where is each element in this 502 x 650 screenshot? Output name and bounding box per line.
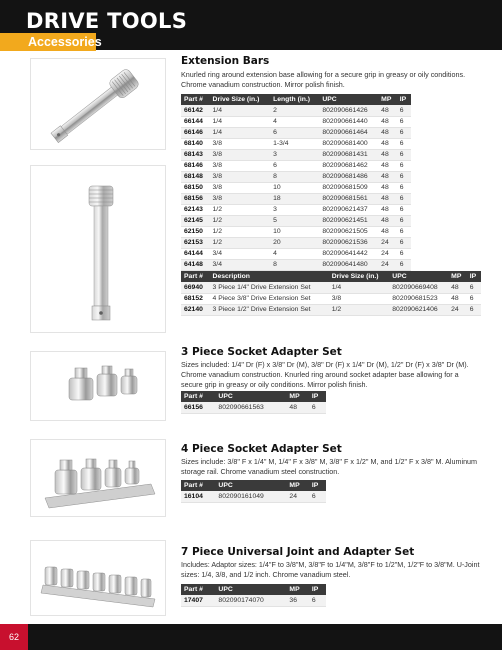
table-cell: 24 [378,248,397,259]
table-cell: 3/8 [210,138,271,149]
table-row [181,595,326,606]
universal-joint-7pc-photo [30,540,166,616]
table-cell: 48 [378,171,397,182]
column-header: Part # [181,584,215,595]
table-cell: 48 [378,204,397,215]
table-cell: 64148 [181,259,210,270]
column-header: Part # [181,480,215,491]
table-cell: 24 [378,259,397,270]
table-cell: 6 [397,116,411,127]
table-cell: 4 [270,116,319,127]
table-cell: 64144 [181,248,210,259]
table-cell: 3/8 [210,193,271,204]
table-header-row [181,94,411,105]
table-cell: 10 [270,226,319,237]
universal-7pc-title: 7 Piece Universal Joint and Adapter Set [181,546,415,558]
table-cell: 802090621505 [319,226,378,237]
table-cell: 48 [378,149,397,160]
universal-7pc-table [181,584,326,607]
table-row [181,282,481,293]
table-cell: 802090621451 [319,215,378,226]
table-cell: 802090681431 [319,149,378,160]
table-header-row [181,391,326,402]
table-cell: 48 [378,116,397,127]
table-cell: 4 [270,248,319,259]
table-cell: 48 [286,402,308,413]
table-cell: 6 [397,215,411,226]
table-cell: 802090681509 [319,182,378,193]
adapter-4pc-title: 4 Piece Socket Adapter Set [181,443,342,455]
table-cell: 6 [397,182,411,193]
table-cell: 6 [397,248,411,259]
table-cell: 10 [270,182,319,193]
table-cell: 6 [397,127,411,138]
table-cell: 1/4 [210,116,271,127]
table-cell: 802090669408 [389,282,448,293]
table-cell: 62140 [181,304,210,315]
table-cell: 1/4 [210,127,271,138]
table-cell: 3 Piece 1/2" Drive Extension Set [210,304,329,315]
extension-bars-title: Extension Bars [181,55,270,67]
table-cell: 6 [397,204,411,215]
adapter-4pc-description: Sizes include: 3/8" F x 1/4" M, 1/4" F x 3/8" M, 3/8" F x 1/2" M, and 1/2" F x 3/8" M. Aluminum storage rail. Chrome vanadium steel construction. [181,457,478,476]
table-cell: 802090174070 [215,595,286,606]
table-cell: 802090661464 [319,127,378,138]
table-row [181,182,411,193]
table-cell: 3/8 [210,171,271,182]
table-cell: 802090161049 [215,491,286,502]
table-cell: 6 [397,160,411,171]
table-cell: 6 [397,138,411,149]
table-cell: 48 [378,182,397,193]
adapter-4pc-table [181,480,326,503]
extension-set-photo [30,165,166,333]
table-cell: 802090621536 [319,237,378,248]
column-header: Description [210,271,329,282]
table-cell: 5 [270,215,319,226]
table-cell: 3/8 [329,293,390,304]
adapter-3pc-title: 3 Piece Socket Adapter Set [181,346,342,358]
table-cell: 6 [397,237,411,248]
column-header: UPC [215,391,286,402]
table-cell: 802090681400 [319,138,378,149]
table-cell: 62145 [181,215,210,226]
table-cell: 3 [270,204,319,215]
table-cell: 1/4 [329,282,390,293]
adapter-3pc-description: Sizes included: 1/4" Dr (F) x 3/8" Dr (M), 3/8" Dr (F) x 1/4" Dr (M), 1/2" Dr (F) x 3/8" Dr (M). Chrome vanadium construction. Knurled ring around socket adapter base allowing for a secure grip in greasy or oily conditions. Mirror polish finish. [181,360,469,389]
table-cell: 1/2 [210,237,271,248]
table-cell: 1/4 [210,105,271,116]
table-cell: 6 [467,282,481,293]
table-row [181,402,326,413]
table-cell: 48 [378,193,397,204]
column-header: Length (in.) [270,94,319,105]
table-cell: 68152 [181,293,210,304]
table-cell: 62153 [181,237,210,248]
adapter-3pc-photo [30,351,166,421]
table-cell: 1/2 [210,226,271,237]
page-title: DRIVE TOOLS [26,9,188,33]
table-header-row [181,271,481,282]
table-cell: 66144 [181,116,210,127]
table-cell: 6 [270,127,319,138]
table-row [181,304,481,315]
column-header: IP [397,94,411,105]
column-header: UPC [215,584,286,595]
page-number: 62 [0,624,28,650]
table-row [181,149,411,160]
table-cell: 48 [378,160,397,171]
table-row [181,127,411,138]
table-cell: 6 [467,293,481,304]
table-cell: 48 [378,127,397,138]
adapter-3pc-table [181,391,326,414]
column-header: Part # [181,271,210,282]
table-cell: 17407 [181,595,215,606]
table-cell: 3/4 [210,259,271,270]
table-cell: 62143 [181,204,210,215]
table-cell: 68140 [181,138,210,149]
table-cell: 3 Piece 1/4" Drive Extension Set [210,282,329,293]
table-cell: 68150 [181,182,210,193]
table-cell: 1/2 [210,215,271,226]
extension-sets-table [181,271,481,316]
table-cell: 6 [397,149,411,160]
section-tab: Accessories [0,33,96,51]
table-cell: 802090641442 [319,248,378,259]
table-row [181,248,411,259]
table-cell: 802090681561 [319,193,378,204]
table-cell: 802090661563 [215,402,286,413]
table-cell: 3/8 [210,149,271,160]
table-cell: 68156 [181,193,210,204]
table-cell: 66142 [181,105,210,116]
table-cell: 48 [378,226,397,237]
table-row [181,237,411,248]
table-cell: 6 [397,226,411,237]
table-cell: 6 [397,171,411,182]
table-cell: 48 [448,293,467,304]
column-header: Part # [181,94,210,105]
table-cell: 6 [309,491,326,502]
table-cell: 6 [397,105,411,116]
table-cell: 6 [467,304,481,315]
table-cell: 6 [397,193,411,204]
extension-bars-table [181,94,411,271]
column-header: IP [309,480,326,491]
table-cell: 68148 [181,171,210,182]
table-row [181,259,411,270]
table-row [181,491,326,502]
column-header: MP [286,391,308,402]
table-cell: 802090681462 [319,160,378,171]
table-row [181,215,411,226]
table-cell: 18 [270,193,319,204]
table-header-row [181,480,326,491]
table-cell: 2 [270,105,319,116]
table-row [181,193,411,204]
column-header: Drive Size (in.) [329,271,390,282]
table-cell: 62150 [181,226,210,237]
universal-7pc-description: Includes: Adaptor sizes: 1/4"F to 3/8"M, 3/8"F to 1/4"M, 3/8"F to 1/2"M, 1/2"F to 3/8"M. U-Joint sizes: 1/4, 3/8, and 1/2 inch. Chrome vanadium steel. [181,560,480,579]
extension-bar-photo [30,58,166,150]
table-cell: 48 [378,138,397,149]
column-header: Part # [181,391,215,402]
table-cell: 20 [270,237,319,248]
table-cell: 68143 [181,149,210,160]
table-row [181,105,411,116]
table-cell: 1-3/4 [270,138,319,149]
table-cell: 66146 [181,127,210,138]
table-cell: 802090681523 [389,293,448,304]
table-row [181,116,411,127]
table-cell: 68146 [181,160,210,171]
table-cell: 8 [270,171,319,182]
table-cell: 802090681486 [319,171,378,182]
page-footer [0,624,502,650]
table-cell: 24 [448,304,467,315]
table-row [181,160,411,171]
column-header: IP [309,584,326,595]
column-header: UPC [319,94,378,105]
column-header: MP [286,584,308,595]
table-cell: 24 [286,491,308,502]
table-cell: 6 [397,259,411,270]
table-cell: 3 [270,149,319,160]
table-cell: 6 [309,402,326,413]
table-cell: 48 [378,215,397,226]
table-row [181,138,411,149]
table-row [181,204,411,215]
table-cell: 4 Piece 3/8" Drive Extension Set [210,293,329,304]
table-cell: 24 [378,237,397,248]
table-row [181,171,411,182]
extension-bars-description: Knurled ring around extension base allowing for a secure grip in greasy or oily conditions. Chrome vanadium construction. Mirror polish finish. [181,70,466,89]
table-cell: 66156 [181,402,215,413]
adapter-4pc-photo [30,439,166,517]
table-cell: 36 [286,595,308,606]
table-cell: 48 [448,282,467,293]
table-cell: 6 [309,595,326,606]
table-cell: 802090641480 [319,259,378,270]
column-header: IP [309,391,326,402]
table-cell: 1/2 [210,204,271,215]
column-header: MP [378,94,397,105]
table-cell: 3/4 [210,248,271,259]
table-cell: 3/8 [210,182,271,193]
table-cell: 1/2 [329,304,390,315]
table-cell: 16104 [181,491,215,502]
table-row [181,226,411,237]
column-header: Drive Size (in.) [210,94,271,105]
column-header: MP [448,271,467,282]
column-header: UPC [215,480,286,491]
table-cell: 802090621437 [319,204,378,215]
table-cell: 8 [270,259,319,270]
table-cell: 6 [270,160,319,171]
table-cell: 3/8 [210,160,271,171]
column-header: IP [467,271,481,282]
table-cell: 802090661426 [319,105,378,116]
column-header: MP [286,480,308,491]
table-row [181,293,481,304]
table-cell: 802090661440 [319,116,378,127]
table-cell: 802090621406 [389,304,448,315]
table-header-row [181,584,326,595]
column-header: UPC [389,271,448,282]
table-cell: 48 [378,105,397,116]
table-cell: 66940 [181,282,210,293]
